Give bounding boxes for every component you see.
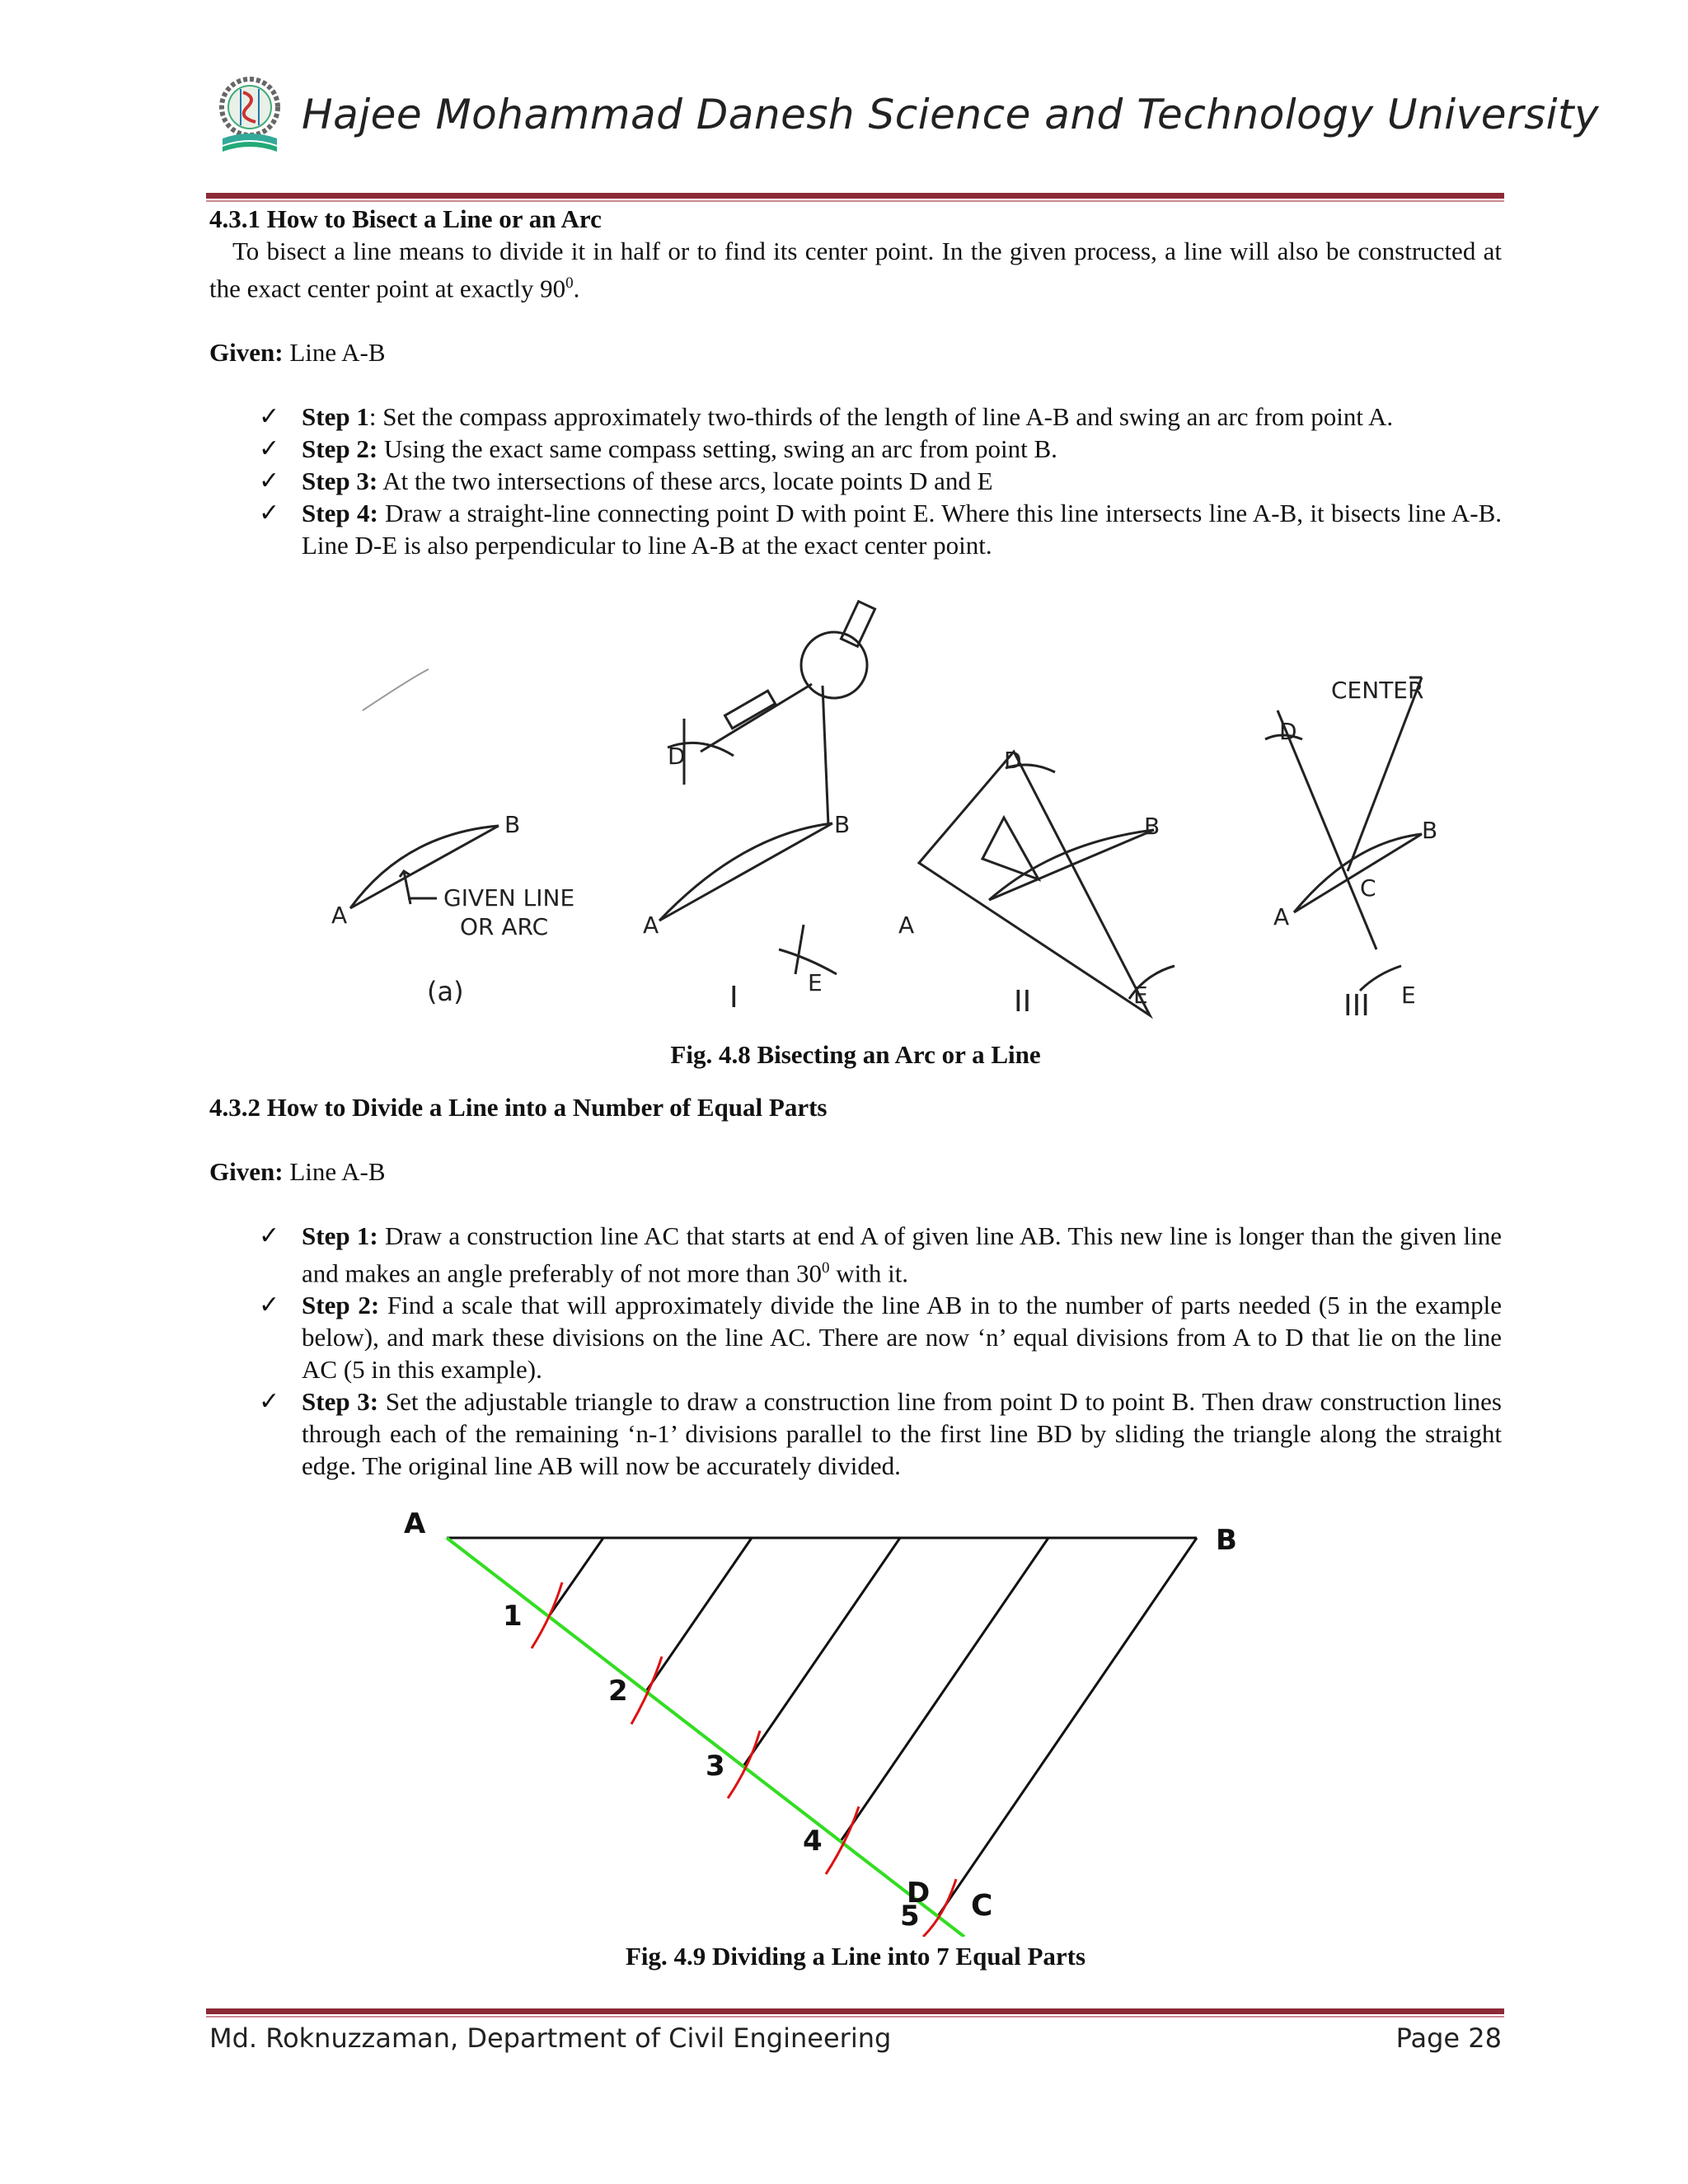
checkmark-icon: ✓ xyxy=(259,499,280,528)
label-d: D xyxy=(1279,718,1297,745)
section-heading-bisect: 4.3.1 How to Bisect a Line or an Arc xyxy=(209,204,602,233)
list-item: ✓ Step 2: Find a scale that will approximately divide the line AB in to the number of parts needed (5 in the example below), and mark these divisions on the line AC. There are now ‘n’ equal divisions from A to D that lie on the line AC (5 in this example). xyxy=(259,1291,1503,1385)
label-d: D xyxy=(907,1877,931,1910)
header-title: Hajee Mohammad Danesh Science and Technology University xyxy=(302,91,1600,138)
list-item: ✓ Step 3: Set the adjustable triangle to draw a construction line from point D to point B. Then draw construction lines through each of the remaining ‘n-1’ divisions parallel to the first line BD by sliding the triangle along the straight edge. The original line AB will now be accurately divided. xyxy=(259,1387,1503,1481)
page-number: Page 28 xyxy=(1395,2022,1502,2054)
section-divide-line xyxy=(209,1091,1502,1482)
label-1: 1 xyxy=(503,1600,523,1633)
bisect-given: Given: Line A-B xyxy=(209,338,386,368)
label-a: A xyxy=(898,912,915,939)
label-or-arc: OR ARC xyxy=(460,913,549,940)
checkmark-icon: ✓ xyxy=(259,1221,280,1250)
panel-1-label: I xyxy=(729,981,738,1015)
label-a: A xyxy=(1273,903,1290,930)
label-a: A xyxy=(404,1508,426,1540)
label-3: 3 xyxy=(706,1750,725,1783)
figure-caption-4-8: Fig. 4.8 Bisecting an Arc or a Line xyxy=(670,1040,1041,1069)
checkmark-icon: ✓ xyxy=(259,466,280,496)
label-e: E xyxy=(1401,982,1416,1009)
figure-dividing-line xyxy=(387,1508,1294,1937)
checkmark-icon: ✓ xyxy=(259,434,280,464)
figure-caption-4-9: Fig. 4.9 Dividing a Line into 7 Equal Parts xyxy=(625,1942,1086,1971)
label-4: 4 xyxy=(803,1825,823,1858)
label-c: C xyxy=(1360,874,1376,902)
label-b: B xyxy=(1144,813,1160,840)
label-d: D xyxy=(668,743,686,770)
list-item: ✓ Step 1: Draw a construction line AC that starts at end A of given line AB. This new line is longer than the given line and makes an angle preferably of not more than $30^0$ with it. xyxy=(259,1221,1503,1288)
checkmark-icon: ✓ xyxy=(259,1387,280,1417)
divide-steps xyxy=(209,1220,1502,1482)
label-e: E xyxy=(808,969,823,996)
footer-rule xyxy=(206,2008,1504,2014)
label-center: CENTER xyxy=(1331,677,1424,704)
panel-3-label: III xyxy=(1343,989,1370,1023)
figure-bisecting-arc xyxy=(313,587,1504,1028)
label-5: 5 xyxy=(900,1900,920,1933)
panel-a-label: (a) xyxy=(427,976,464,1007)
checkmark-icon: ✓ xyxy=(259,402,280,432)
section-heading-divide: 4.3.2 How to Divide a Line into a Number of Equal Parts xyxy=(209,1093,828,1122)
bisect-intro: To bisect a line means to divide it in half or to find its center point. In the given process, a line will also be constructed at the exact center point at exactly $90^0$. xyxy=(209,237,1503,303)
label-2: 2 xyxy=(608,1675,628,1708)
bisect-steps xyxy=(209,401,1502,561)
list-item: ✓ Step 3: At the two intersections of these arcs, locate points D and E xyxy=(259,466,993,496)
list-item: ✓ Step 4: Draw a straight-line connecting point D with point E. Where this line intersects line A-B, it bisects line A-B. Line D-E is also perpendicular to line A-B at the exact center point. xyxy=(259,499,1503,560)
panel-2-label: II xyxy=(1014,985,1032,1019)
university-logo xyxy=(216,74,284,157)
label-b: B xyxy=(1216,1524,1237,1557)
checkmark-icon: ✓ xyxy=(259,1291,280,1320)
list-item: ✓ Step 2: Using the exact same compass setting, swing an arc from point B. xyxy=(259,434,1057,464)
label-b: B xyxy=(1422,817,1438,844)
list-item: ✓ Step 1: Set the compass approximately two-thirds of the length of line A-B and swing an arc from point A. xyxy=(259,402,1394,432)
label-given-line: GIVEN LINE xyxy=(443,884,575,912)
label-e: E xyxy=(1133,982,1148,1009)
label-a: A xyxy=(643,912,659,939)
section-bisect xyxy=(209,203,1502,561)
label-b: B xyxy=(834,811,851,838)
header-rule xyxy=(206,193,1504,199)
label-d: D xyxy=(1004,747,1022,774)
label-b: B xyxy=(504,811,521,838)
header-rule-thin xyxy=(206,200,1504,202)
footer-author: Md. Roknuzzaman, Department of Civil Engineering xyxy=(209,2022,892,2054)
divide-given: Given: Line A-B xyxy=(209,1157,386,1186)
label-c: C xyxy=(971,1889,993,1923)
footer-rule-thin xyxy=(206,2016,1504,2018)
label-a: A xyxy=(331,902,348,929)
